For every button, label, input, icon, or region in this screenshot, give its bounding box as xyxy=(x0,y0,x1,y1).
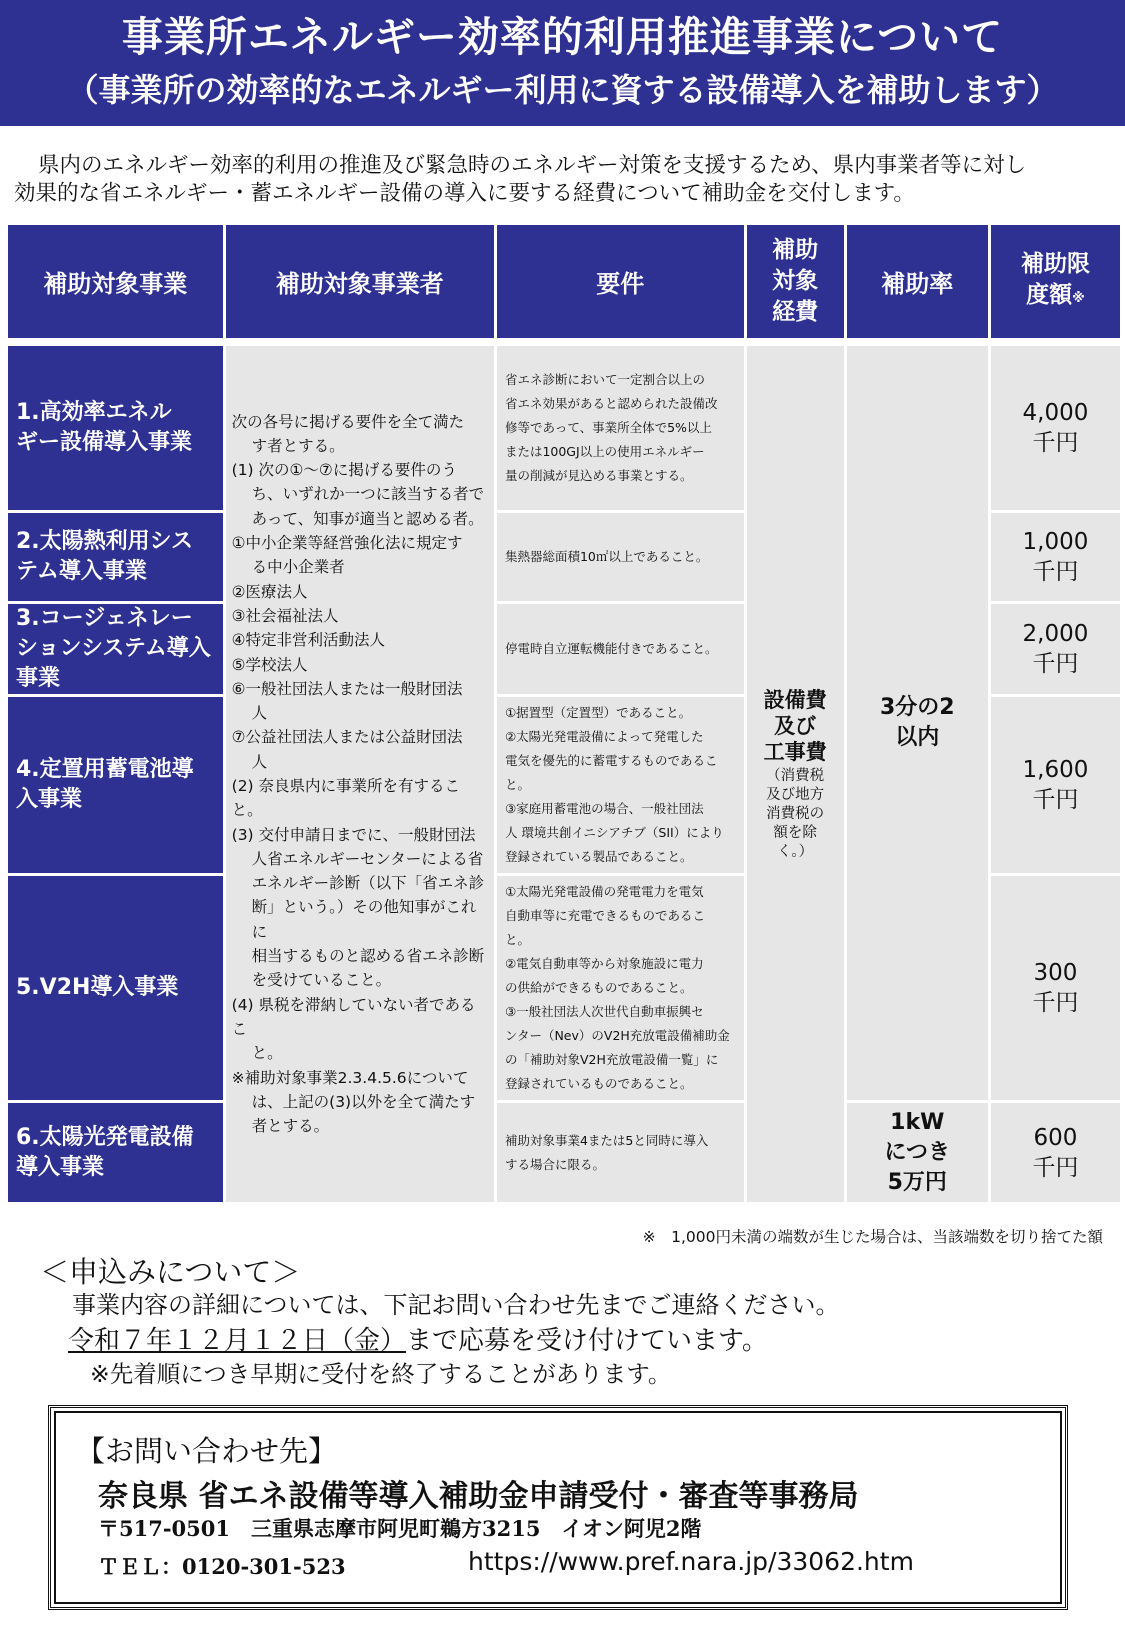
intro-line: 県内のエネルギー効率的利用の推進及び緊急時のエネルギー対策を支援するため、県内事業者等に対し xyxy=(38,153,1027,178)
eligible-operator: 次の各号に掲げる要件を全て満た す者とする。 (1) 次の①～⑦に掲げる要件のう ち、いずれか一つに該当する者で あって、知事が適当と認める者。 ①中小企業等経営強化法に規定す る中小企業者 ②医療法人 ③社会福祉法人 ④特定非営利活動法人 ⑤学校法人 ⑥一般社団法人または一般財団法 人 ⑦公益社団法人または公益財団法 人 (2) 奈良県内に事業所を有すること。 (3) 交付申請日までに、一般財団法 人省エネルギーセンターによる省 エネルギー診断（以下「省エネ診 断」という。）その他知事がこれに 相当するものと認める省エネ診断 を受けていること。 (4) 県税を滞納していない者であるこ と。 ※補助対象事業2.3.4.5.6について は、上記の(3)以外を全て満たす 者とする。 xyxy=(226,346,494,1202)
apply-note: ※先着順につき早期に受付を終了することがあります。 xyxy=(90,1360,672,1388)
contact-address: 〒517-0501 三重県志摩市阿児町鵜方3215 イオン阿児2階 xyxy=(98,1516,702,1541)
subsidy-limit: 1,000 千円 xyxy=(991,513,1120,601)
table-row xyxy=(8,1103,1120,1202)
eligible-cost: 設備費 及び 工事費 （消費税 及び地方 消費税の 額を除 く。） xyxy=(747,346,844,1202)
limit-footnote: ※ 1,000円未満の端数が生じた場合は、当該端数を切り捨てた額 xyxy=(642,1228,1103,1246)
page-header xyxy=(0,0,1125,126)
business-name: 4.定置用蓄電池導 入事業 xyxy=(8,697,223,873)
header-business: 補助対象事業 xyxy=(8,225,223,338)
deadline-date: 令和７年１２月１２日（金） xyxy=(68,1326,407,1356)
header-requirement: 要件 xyxy=(497,225,744,338)
requirement-cell: 集熱器総面積10㎡以上であること。 xyxy=(497,513,744,601)
apply-text: 事業内容の詳細については、下記お問い合わせ先までご連絡ください。 xyxy=(72,1291,840,1319)
subsidy-limit: 300 千円 xyxy=(991,876,1120,1100)
subsidy-rate: 3分の2 以内 xyxy=(847,346,988,1100)
business-name: 2.太陽熱利用シス テム導入事業 xyxy=(8,513,223,601)
table-header-row xyxy=(8,225,1120,338)
header-cost: 補助 対象 経費 xyxy=(747,225,844,338)
contact-box xyxy=(48,1405,1068,1610)
page-subtitle: （事業所の効率的なエネルギー利用に資する設備導入を補助します） xyxy=(66,71,1059,109)
intro-text xyxy=(14,152,1114,208)
subsidy-table xyxy=(5,222,1123,1205)
subsidy-limit: 4,000 千円 xyxy=(991,346,1120,510)
subsidy-limit: 2,000 千円 xyxy=(991,604,1120,694)
business-name: 1.高効率エネル ギー設備導入事業 xyxy=(8,346,223,510)
subsidy-limit: 1,600 千円 xyxy=(991,697,1120,873)
intro-line: 効果的な省エネルギー・蓄エネルギー設備の導入に要する経費について補助金を交付します。 xyxy=(14,181,915,206)
requirement-cell: 補助対象事業4または5と同時に導入 する場合に限る。 xyxy=(497,1103,744,1202)
requirement-cell: ①太陽光発電設備の発電電力を電気 自動車等に充電できるものであるこ と。 ②電気自動車等から対象施設に電力 の供給ができるものであること。 ③一般社団法人次世代自動車振興セ ンター（Nev）のV2H充放電設備補助金 の「補助対象V2H充放電設備一覧」に 登録されているものであること。 xyxy=(497,876,744,1100)
requirement-cell: 省エネ診断において一定割合以上の 省エネ効果があると認められた設備改 修等であって、事業所全体で5%以上 または100GJ以上の使用エネルギー 量の削減が見込める事業とする。 xyxy=(497,346,744,510)
business-name: 3.コージェネレー ションシステム導入 事業 xyxy=(8,604,223,694)
business-name: 5.V2H導入事業 xyxy=(8,876,223,1100)
apply-heading: ＜申込みについて＞ xyxy=(40,1255,301,1289)
contact-office: 奈良県 省エネ設備等導入補助金申請受付・審査等事務局 xyxy=(98,1479,859,1514)
apply-deadline: 令和７年１２月１２日（金）まで応募を受け付けています。 xyxy=(68,1326,768,1356)
header-limit: 補助限 度額※ xyxy=(991,225,1120,338)
subsidy-rate-solar: 1kW につき 5万円 xyxy=(847,1103,988,1202)
contact-title: 【お問い合わせ先】 xyxy=(76,1434,338,1468)
page-title: 事業所エネルギー効率的利用推進事業について xyxy=(121,13,1004,61)
table-row xyxy=(8,346,1120,510)
requirement-cell: 停電時自立運転機能付きであること。 xyxy=(497,604,744,694)
requirement-cell: ①据置型（定置型）であること。 ②太陽光発電設備によって発電した 電気を優先的に蓄電するものであるこ と。 ③家庭用蓄電池の場合、一般社団法 人 環境共創イニシアチブ（SII）により 登録されている製品であること。 xyxy=(497,697,744,873)
business-name: 6.太陽光発電設備 導入事業 xyxy=(8,1103,223,1202)
contact-url[interactable]: https://www.pref.nara.jp/33062.htm xyxy=(468,1547,914,1576)
header-rate: 補助率 xyxy=(847,225,988,338)
contact-phone: ＴＥＬ：0120-301-523 xyxy=(98,1554,346,1579)
header-operator: 補助対象事業者 xyxy=(226,225,494,338)
subsidy-limit: 600 千円 xyxy=(991,1103,1120,1202)
